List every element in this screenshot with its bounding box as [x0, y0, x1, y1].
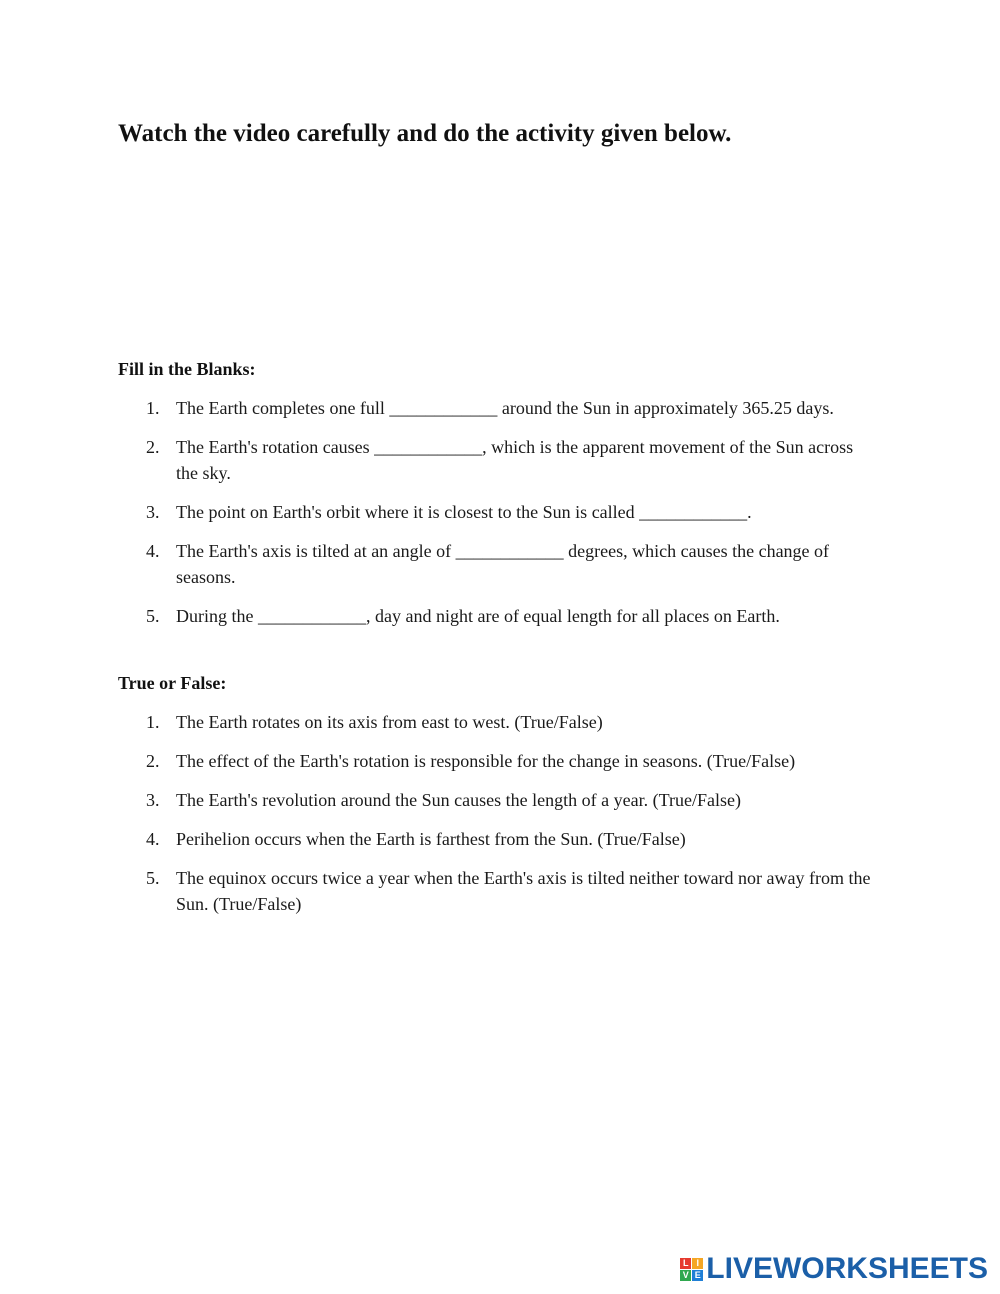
- true-false-question: [118, 709, 878, 735]
- true-false-question: [118, 826, 878, 852]
- question-number: 4.: [146, 829, 160, 849]
- fill-in-blanks-heading: Fill in the Blanks:: [118, 359, 256, 379]
- question-text: The point on Earth's orbit where it is closest to the Sun is called ____________.: [176, 502, 752, 522]
- question-text: The Earth completes one full ____________ around the Sun in approximately 365.25 days.: [176, 398, 834, 418]
- question-number: 2.: [146, 437, 160, 457]
- logo-letter-v: V: [680, 1270, 691, 1281]
- fill-in-blanks-section: [118, 356, 878, 629]
- page-title: Watch the video carefully and do the activity given below.: [118, 120, 732, 147]
- question-text: The Earth's revolution around the Sun causes the length of a year. (True/False): [176, 790, 741, 810]
- question-number: 1.: [146, 712, 160, 732]
- question-number: 5.: [146, 606, 160, 626]
- true-false-section: [118, 670, 878, 917]
- question-text: The Earth's rotation causes ____________, which is the apparent movement of the Sun across the sky.: [176, 437, 854, 483]
- question-text: Perihelion occurs when the Earth is farthest from the Sun. (True/False): [176, 829, 686, 849]
- question-text: The Earth's axis is tilted at an angle of ____________ degrees, which causes the change of seasons.: [176, 541, 830, 587]
- live-logo-icon: [680, 1258, 703, 1281]
- true-false-question: [118, 748, 878, 774]
- liveworksheets-logo: [680, 1253, 988, 1285]
- fill-in-blank-question: [118, 538, 878, 590]
- question-number: 4.: [146, 541, 160, 561]
- question-number: 2.: [146, 751, 160, 771]
- question-text: The effect of the Earth's rotation is responsible for the change in seasons. (True/False): [176, 751, 796, 771]
- question-number: 1.: [146, 398, 160, 418]
- true-false-question: [118, 787, 878, 813]
- question-text: During the ____________, day and night are of equal length for all places on Earth.: [176, 606, 780, 626]
- question-number: 5.: [146, 868, 160, 888]
- brand-name: LIVEWORKSHEETS: [706, 1252, 988, 1285]
- question-text: The Earth rotates on its axis from east to west. (True/False): [176, 712, 603, 732]
- true-false-list: [118, 709, 878, 917]
- question-number: 3.: [146, 502, 160, 522]
- true-false-question: [118, 865, 878, 917]
- question-text: The equinox occurs twice a year when the Earth's axis is tilted neither toward nor away from the Sun. (True/False): [176, 868, 871, 914]
- logo-letter-l: L: [680, 1258, 691, 1269]
- fill-in-blanks-list: [118, 395, 878, 629]
- fill-in-blank-question: [118, 395, 878, 421]
- question-number: 3.: [146, 790, 160, 810]
- fill-in-blank-question: [118, 434, 878, 486]
- fill-in-blank-question: [118, 603, 878, 629]
- logo-letter-i: I: [692, 1258, 703, 1269]
- logo-letter-e: E: [692, 1270, 703, 1281]
- fill-in-blank-question: [118, 499, 878, 525]
- true-false-heading: True or False:: [118, 673, 227, 693]
